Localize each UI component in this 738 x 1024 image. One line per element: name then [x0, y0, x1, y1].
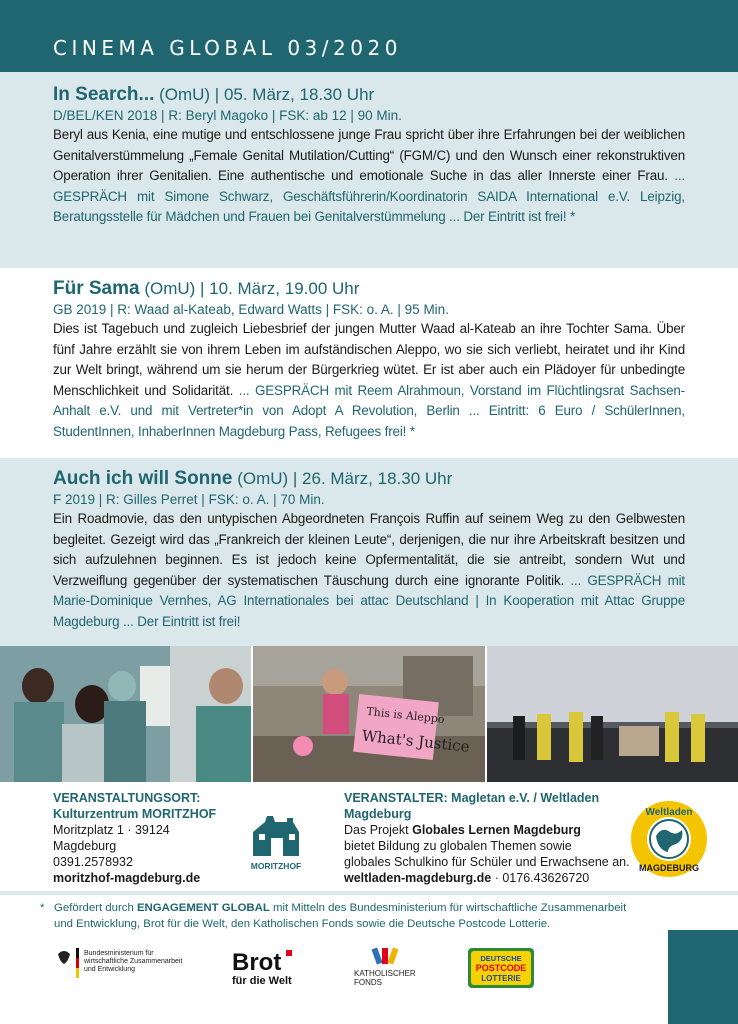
- film-still-auch-ich-will-sonne: [487, 646, 738, 782]
- film-entry: [0, 268, 738, 458]
- protest-sign-line-1: This is Aleppo: [365, 704, 446, 726]
- venue-heading: VERANSTALTUNGSORT:: [53, 791, 201, 805]
- film-heading: [53, 84, 685, 106]
- film-description: [53, 125, 685, 228]
- film-meta: F 2019 | R: Gilles Perret | FSK: o. A. | 70 Min.: [53, 492, 325, 507]
- bmz-line-3: und Entwicklung: [84, 966, 135, 973]
- film-meta: GB 2019 | R: Waad al-Kateab, Edward Watts | FSK: o. A. | 95 Min.: [53, 302, 449, 317]
- film-details: (OmU) | 05. März, 18.30 Uhr: [154, 85, 375, 104]
- weltladen-logo: [630, 800, 708, 878]
- film-still-in-search: [0, 646, 251, 782]
- moritzhof-logo: [245, 812, 307, 874]
- footnote-engagement-global: ENGAGEMENT GLOBAL: [136, 902, 270, 914]
- bmz-logo: [52, 946, 192, 992]
- film-details: (OmU) | 10. März, 19.00 Uhr: [139, 279, 360, 298]
- weltladen-logo-bottom: MAGDEBURG: [639, 863, 699, 873]
- venue-name: Kulturzentrum MORITZHOF: [53, 807, 217, 821]
- kath-line-2: FONDS: [354, 978, 382, 987]
- film-stills: [0, 646, 738, 782]
- film-title: Für Sama: [53, 278, 140, 299]
- moritzhof-logo-text: MORITZHOF: [250, 861, 302, 871]
- brot-logo-bottom: für die Welt: [232, 975, 292, 987]
- kath-line-1: KATHOLISCHER: [354, 969, 416, 978]
- film-description: [53, 319, 685, 442]
- katholischer-fonds-logo: [352, 946, 422, 992]
- footnote-pre: Gefördert durch: [54, 902, 137, 914]
- film-description: [53, 509, 685, 632]
- organizer-project-name: Globales Lernen Magdeburg: [412, 823, 581, 837]
- film-title: In Search...: [53, 84, 155, 105]
- organizer-description-2: globales Schulkino für Schüler und Erwachsene an.: [344, 855, 630, 869]
- venue-address: Moritzplatz 1 · 39124 Magdeburg: [53, 823, 170, 853]
- postcode-line-2: POSTCODE: [475, 963, 527, 973]
- postcode-line-3: LOTTERIE: [481, 974, 521, 983]
- footnote-star: *: [40, 902, 45, 914]
- organizer-website-link[interactable]: weltladen-magdeburg.de: [344, 871, 492, 885]
- organizer-phone: · 0176.43626720: [491, 871, 590, 885]
- section-divider: [0, 891, 738, 895]
- weltladen-logo-top: Weltladen: [645, 807, 693, 818]
- footnote-post: mit Mitteln des Bundesministerium für wirtschaftliche Zusammenarbeit und Entwicklung, Brot für die Welt, den Katholischen Fonds sowie die Deutsche Postcode Lotterie.: [54, 902, 627, 930]
- page-title: CINEMA GLOBAL 03/2020: [53, 36, 402, 60]
- header-bar: [0, 0, 738, 72]
- film-details: (OmU) | 26. März, 18.30 Uhr: [232, 469, 453, 488]
- film-meta: D/BEL/KEN 2018 | R: Beryl Magoko | FSK: ab 12 | 90 Min.: [53, 108, 402, 123]
- film-description-text: Ein Roadmovie, das den untypischen Abgeordneten François Ruffin auf seinem Weg zu den Gelbwesten begleitet. Gezeigt wird das „Frankreich der kleinen Leute“, derjenigen, die nur ihre Arbeitskraft besitzen und sich aufzulehnen beginnen. Es ist jedoch keine Opfermentalität, die sie antreibt, sondern Wut und Verzweiflung gegenüber der systematischen Täuschung durch eine ignorante Politik.: [53, 511, 685, 588]
- film-entry: [0, 458, 738, 646]
- film-heading: [53, 278, 685, 300]
- film-description-text: Dies ist Tagebuch und zugleich Liebesbrief der jungen Mutter Waad al-Kateab an ihre Tochter Sama. Über fünf Jahre erzählt sie von ihrem Leben im aufständischen Aleppo, wo sie sich verliebt, heiratet und ihr Kind zur Welt bringt, während um sie herum der Bürgerkrieg wütet. Er ist aber auch ein Plädoyer für unbedingte Menschlichkeit und Solidarität.: [53, 321, 685, 398]
- organizer-info: [344, 790, 634, 886]
- film-event-info: ... GESPRÄCH mit Simone Schwarz, Geschäftsführerin/Koordinatorin SAIDA International e.V. Leipzig, Beratungsstelle für Mädchen und Frauen bei Genitalverstümmelung ... Der Eintritt ist frei! *: [53, 168, 685, 224]
- film-heading: [53, 468, 685, 490]
- film-title: Auch ich will Sonne: [53, 468, 233, 489]
- postcode-lotterie-logo: [468, 948, 534, 988]
- venue-website-link[interactable]: moritzhof-magdeburg.de: [53, 871, 201, 885]
- film-description-text: Beryl aus Kenia, eine mutige und entschlossene junge Frau spricht über ihre Erfahrungen bei der weiblichen Genitalverstümmelung „Female Genital Mutilation/Cutting“ (FGM/C) und den Wunsch einer rekonstruktiven Operation ihrer Genitalien. Eine authentische und emotionale Suche in das aller Innerste einer Frau.: [53, 127, 685, 183]
- bmz-line-1: Bundesministerium für: [84, 950, 154, 957]
- organizer-description-1: bietet Bildung zu globalen Themen sowie: [344, 839, 572, 853]
- film-event-info: ... GESPRÄCH mit Marie-Dominique Vernhes, AG Internationales bei attac Deutschland | In Kooperation mit Attac Gruppe Magdeburg ... Der Eintritt ist frei!: [53, 572, 685, 629]
- postcode-line-1: DEUTSCHE: [480, 954, 522, 963]
- film-still-fuer-sama: [253, 646, 485, 782]
- brot-logo-top: Brot: [232, 949, 282, 976]
- film-entry: [0, 72, 738, 268]
- protest-sign-line-2: What's Justice: [360, 726, 471, 756]
- film-event-info: ... GESPRÄCH mit Reem Alrahmoun, Vorstand im Flüchtlingsrat Sachsen-Anhalt e.V. und mit Vertreter*in von Adopt A Revolution, Berlin ... Eintritt: 6 Euro / SchülerInnen, StudentInnen, InhaberInnen Magdeburg Pass, Refugees frei! *: [53, 382, 685, 439]
- venue-phone: 0391.2578932: [53, 855, 133, 869]
- corner-decoration: [668, 930, 738, 1024]
- funding-footnote: [40, 900, 640, 932]
- bmz-line-2: wirtschaftliche Zusammenarbeit: [84, 958, 183, 965]
- organizer-heading: VERANSTALTER: Magletan e.V. / Weltladen Magdeburg: [344, 791, 600, 821]
- organizer-project-pre: Das Projekt: [344, 823, 413, 837]
- brot-fuer-die-welt-logo: [232, 946, 304, 992]
- venue-info: [53, 790, 233, 886]
